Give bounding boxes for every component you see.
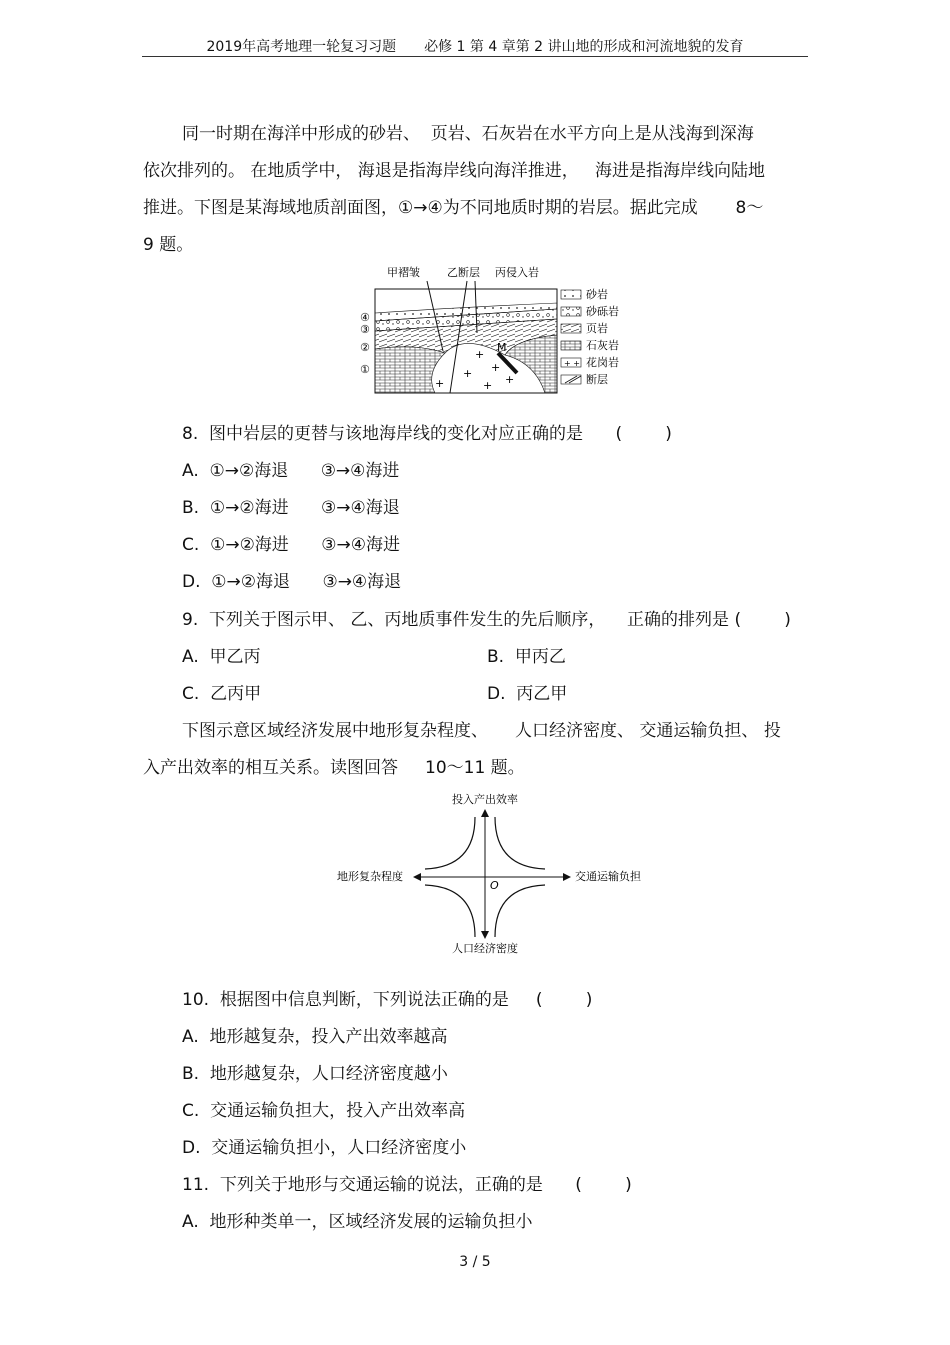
svg-text:+: + [483,379,493,392]
axis-left-label: 地形复杂程度 [337,870,403,883]
q10-option-c: C. 交通运输负担大，投入产出效率高 [182,1101,466,1121]
legend-item: 砂岩 [586,288,608,301]
shale-icon [561,324,581,333]
axis-top-label: 投入产出效率 [452,793,518,806]
legend-item: 石灰岩 [586,339,619,352]
layer-4: ④ [360,311,370,324]
layer-1: ① [360,363,370,376]
limestone-icon [561,341,581,350]
label-m: M [497,341,507,354]
svg-text:+: + [435,377,445,390]
conglomerate-icon [561,307,581,316]
q10-stem: 10. 根据图中信息判断，下列说法正确的是 ( ) [182,990,593,1010]
q8-stem: 8. 图中岩层的更替与该地海岸线的变化对应正确的是 ( ) [182,424,672,444]
q8-option-b: B. ①→②海进 ③→④海退 [182,498,400,518]
svg-text:+: + [505,373,515,386]
q8-option-a: A. ①→②海退 ③→④海进 [182,461,400,481]
intro2-line-1: 下图示意区域经济发展中地形复杂程度、 人口经济密度、 交通运输负担、 投 [182,721,781,741]
intro1-line-4: 9 题。 [143,235,194,255]
q10-option-d: D. 交通运输负担小，人口经济密度小 [182,1138,467,1158]
q9-option-d: D. 丙乙甲 [487,684,568,704]
layer-3: ③ [360,323,370,336]
economic-relation-diagram [335,787,655,957]
legend-item: 页岩 [586,322,608,335]
intro1-line-3: 推进。下图是某海域地质剖面图，①→④为不同地质时期的岩层。据此完成 8～ [143,198,764,218]
legend-item: 断层 [586,373,608,386]
q10-option-a: A. 地形越复杂，投入产出效率越高 [182,1027,448,1047]
q9-option-b: B. 甲丙乙 [487,647,566,667]
intro1-line-1: 同一时期在海洋中形成的砂岩、 页岩、石灰岩在水平方向上是从浅海到深海 [182,124,754,144]
svg-text:+: + [463,367,473,380]
svg-text:+: + [491,361,501,374]
q9-option-c: C. 乙丙甲 [182,684,262,704]
q8-option-d: D. ①→②海退 ③→④海退 [182,572,402,592]
intro1-line-2: 依次排列的。 在地质学中， 海退是指海岸线向海洋推进， 海进是指海岸线向陆地 [143,161,766,181]
svg-text:+ +: + + [564,359,580,368]
q8-option-c: C. ①→②海进 ③→④海进 [182,535,400,555]
legend [561,287,619,386]
q11-option-a: A. 地形种类单一，区域经济发展的运输负担小 [182,1212,533,1232]
label-yi: 乙断层 [447,266,480,279]
q11-stem: 11. 下列关于地形与交通运输的说法，正确的是 ( ) [182,1175,632,1195]
q9-stem: 9. 下列关于图示甲、 乙、丙地质事件发生的先后顺序， 正确的排列是 ( ) [182,610,791,630]
q10-option-b: B. 地形越复杂，人口经济密度越小 [182,1064,448,1084]
geologic-profile-figure [355,263,625,398]
axis-right-label: 交通运输负担 [575,870,641,883]
legend-item: 花岗岩 [586,356,619,369]
label-bing: 丙侵入岩 [495,266,539,279]
axis-bottom-label: 人口经济密度 [452,942,518,955]
q9-option-a: A. 甲乙丙 [182,647,261,667]
page-number: 3 / 5 [459,1254,491,1270]
page-header: 2019年高考地理一轮复习习题 必修 1 第 4 章第 2 讲山地的形成和河流地貌的发育 [142,36,808,57]
svg-text:+: + [475,348,485,361]
sandstone-icon [561,290,581,299]
intro2-line-2: 入产出效率的相互关系。读图回答 10～11 题。 [143,758,525,778]
label-jia: 甲褶皱 [387,266,420,279]
origin-label: O [490,879,499,892]
legend-item: 砂砾岩 [586,305,619,318]
layer-2: ② [360,341,370,354]
